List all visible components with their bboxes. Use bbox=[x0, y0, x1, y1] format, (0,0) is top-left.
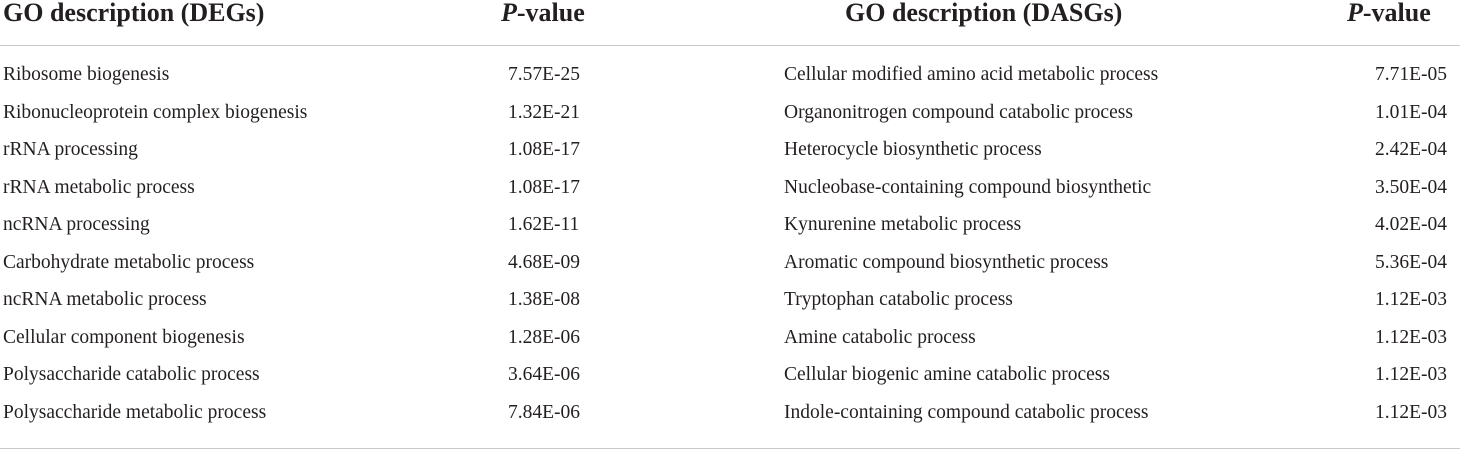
go-description-dasgs-cell: Kynurenine metabolic process bbox=[784, 214, 1022, 235]
go-description-dasgs-cell: Aromatic compound biosynthetic process bbox=[784, 251, 1109, 273]
go-description-degs-cell: Ribonucleoprotein complex biogenesis bbox=[3, 101, 308, 123]
table-row bbox=[0, 98, 1460, 136]
p-value-dasgs-cell: 3.50E-04 bbox=[1375, 176, 1448, 198]
p-value-dasgs-cell: 4.02E-04 bbox=[1375, 214, 1448, 235]
table-row bbox=[0, 60, 1460, 98]
table-row bbox=[0, 360, 1460, 398]
go-description-dasgs-cell: Tryptophan catabolic process bbox=[784, 289, 1013, 310]
bottom-rule bbox=[0, 448, 1460, 449]
go-description-degs-cell: rRNA metabolic process bbox=[3, 176, 195, 198]
header-p-value-dasgs bbox=[1347, 0, 1431, 26]
p-value-degs-cell: 1.38E-08 bbox=[508, 289, 581, 310]
p-value-dasgs-cell: 1.12E-03 bbox=[1375, 364, 1448, 385]
table-row bbox=[0, 285, 1460, 323]
p-value-degs-cell: 1.62E-11 bbox=[508, 214, 580, 235]
header-rule bbox=[0, 45, 1460, 46]
header-go-description-dasgs: GO description (DASGs) bbox=[845, 0, 1123, 27]
go-description-degs-cell: ncRNA processing bbox=[3, 214, 150, 235]
table-row bbox=[0, 323, 1460, 361]
p-value-dasgs-cell: 1.12E-03 bbox=[1375, 289, 1448, 310]
table-row bbox=[0, 173, 1460, 211]
p-value-degs-cell: 1.28E-06 bbox=[508, 326, 581, 348]
table-row bbox=[0, 135, 1460, 173]
p-value-dasgs-cell: 5.36E-04 bbox=[1375, 251, 1448, 273]
go-description-degs-cell: Ribosome biogenesis bbox=[3, 64, 170, 85]
table-body bbox=[0, 60, 1460, 435]
p-value-degs-cell: 1.08E-17 bbox=[508, 139, 581, 160]
go-description-dasgs-cell: Nucleobase-containing compound biosynthetic bbox=[784, 176, 1152, 198]
go-description-dasgs-cell: Amine catabolic process bbox=[784, 326, 976, 348]
p-value-degs-cell: 7.57E-25 bbox=[508, 64, 581, 85]
header-p-value-dasgs-rest: -value bbox=[1362, 0, 1431, 27]
p-value-dasgs-cell: 1.12E-03 bbox=[1375, 326, 1448, 348]
p-value-degs-cell: 7.84E-06 bbox=[508, 401, 581, 423]
p-value-degs-cell: 3.64E-06 bbox=[508, 364, 581, 385]
table-row bbox=[0, 398, 1460, 436]
header-p-value-dasgs-italic: P bbox=[1347, 0, 1363, 27]
go-description-dasgs-cell: Organonitrogen compound catabolic process bbox=[784, 101, 1133, 123]
p-value-degs-cell: 1.08E-17 bbox=[508, 176, 581, 198]
go-description-degs-cell: Polysaccharide catabolic process bbox=[3, 364, 260, 385]
p-value-dasgs-cell: 1.12E-03 bbox=[1375, 401, 1448, 423]
p-value-degs-cell: 4.68E-09 bbox=[508, 251, 581, 273]
go-description-degs-cell: rRNA processing bbox=[3, 139, 138, 160]
table-row bbox=[0, 210, 1460, 248]
p-value-dasgs-cell: 2.42E-04 bbox=[1375, 139, 1448, 160]
header-p-value-degs bbox=[501, 0, 585, 26]
go-description-degs-cell: Cellular component biogenesis bbox=[3, 326, 245, 348]
header-p-value-degs-rest: -value bbox=[516, 0, 585, 27]
go-description-dasgs-cell: Heterocycle biosynthetic process bbox=[784, 139, 1042, 160]
table-row bbox=[0, 248, 1460, 286]
p-value-degs-cell: 1.32E-21 bbox=[508, 101, 581, 123]
go-description-dasgs-cell: Cellular biogenic amine catabolic process bbox=[784, 364, 1110, 385]
p-value-dasgs-cell: 1.01E-04 bbox=[1375, 101, 1448, 123]
p-value-dasgs-cell: 7.71E-05 bbox=[1375, 64, 1448, 85]
go-description-dasgs-cell: Cellular modified amino acid metabolic process bbox=[784, 64, 1159, 85]
header-p-value-degs-italic: P bbox=[501, 0, 517, 27]
go-description-degs-cell: Polysaccharide metabolic process bbox=[3, 401, 267, 423]
header-go-description-degs: GO description (DEGs) bbox=[3, 0, 265, 27]
go-description-degs-cell: ncRNA metabolic process bbox=[3, 289, 207, 310]
go-description-dasgs-cell: Indole-containing compound catabolic process bbox=[784, 401, 1149, 423]
go-description-degs-cell: Carbohydrate metabolic process bbox=[3, 251, 255, 273]
